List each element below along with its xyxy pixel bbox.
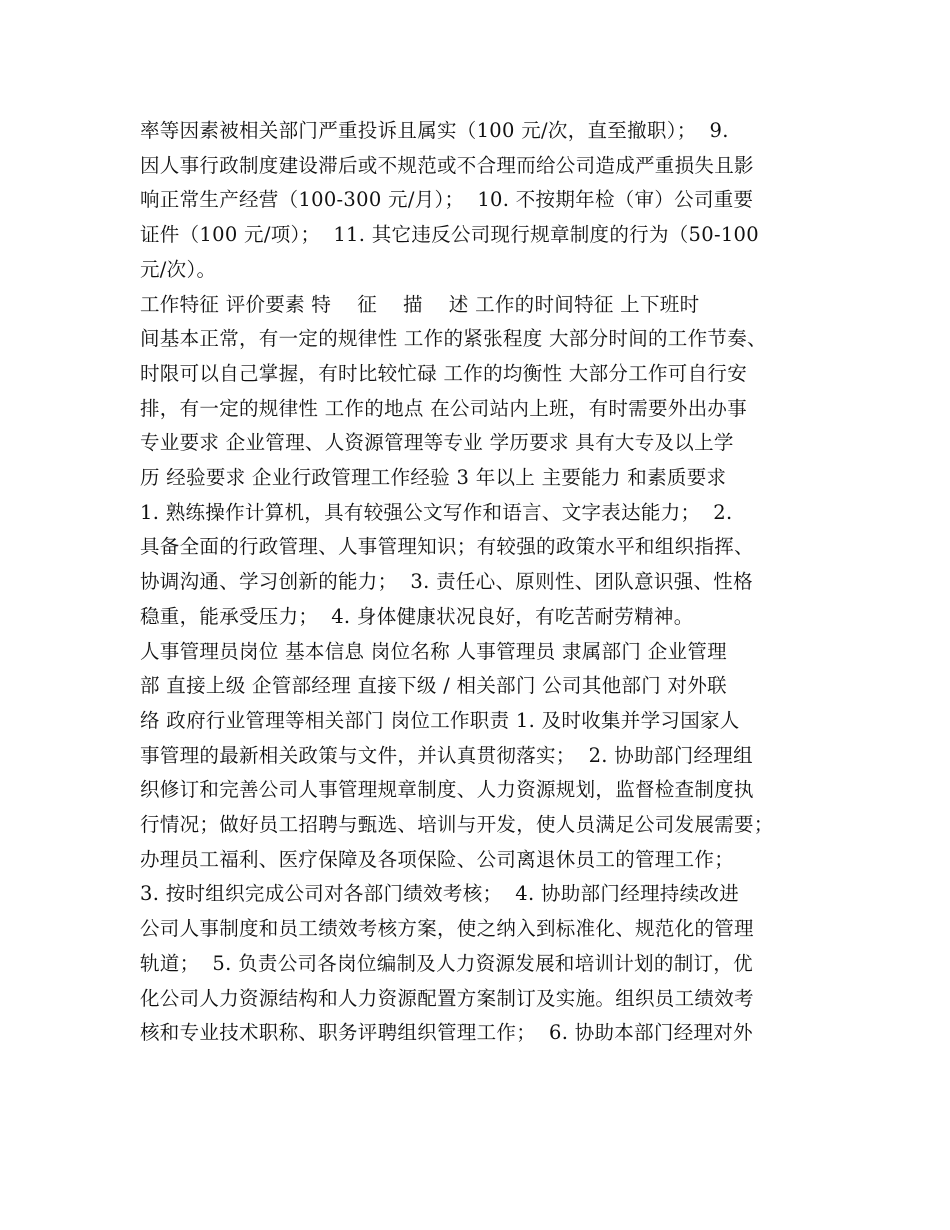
paragraph-hr-clerk-position [140,635,820,1051]
text-line: 元/次）。 [140,257,217,281]
text-line: 具备全面的行政管理、人事管理知识；有较强的政策水平和组织指挥、 [140,535,754,559]
text-line: 稳重，能承受压力； 4. 身体健康状况良好，有吃苦耐劳精神。 [140,604,694,628]
text-line: 核和专业技术职称、职务评聘组织管理工作； 6. 协助本部门经理对外 [140,1021,753,1045]
paragraph-job-characteristics [140,288,820,635]
text-line: 行情况；做好员工招聘与甄选、培训与开发，使人员满足公司发展需要； [140,813,774,837]
text-line: 公司人事制度和员工绩效考核方案，使之纳入到标准化、规范化的管理 [140,917,754,941]
text-line: 人事管理员岗位 基本信息 岗位名称 人事管理员 隶属部门 企业管理 [140,639,727,663]
text-line: 专业要求 企业管理、人资源管理等专业 学历要求 具有大专及以上学 [140,431,734,455]
text-line: 证件（100 元/项）； 11. 其它违反公司现行规章制度的行为（50-100 [140,223,759,247]
text-line: 率等因素被相关部门严重投诉且属实（100 元/次，直至撤职）； 9. [140,119,729,142]
text-line: 响正常生产经营（100-300 元/月）； 10. 不按期年检（审）公司重要 [140,188,754,212]
text-line: 工作特征 评价要素 特 征 描 述 工作的时间特征 上下班时 [140,292,700,316]
text-line: 化公司人力资源结构和人力资源配置方案制订及实施。组织员工绩效考 [140,986,754,1010]
text-line: 络 政府行业管理等相关部门 岗位工作职责 1. 及时收集并学习国家人 [140,708,740,732]
paragraph-penalty-items [140,114,820,288]
text-line: 织修订和完善公司人事管理规章制度、人力资源规划，监督检查制度执 [140,778,754,802]
text-line: 办理员工福利、医疗保障及各项保险、公司离退休员工的管理工作； [140,847,735,871]
text-line: 排，有一定的规律性 工作的地点 在公司站内上班，有时需要外出办事 [140,396,747,420]
text-line: 3. 按时组织完成公司对各部门绩效考核； 4. 协助部门经理持续改进 [140,882,740,906]
text-line: 协调沟通、学习创新的能力； 3. 责任心、原则性、团队意识强、性格 [140,570,753,594]
text-line: 历 经验要求 企业行政管理工作经验 3 年以上 主要能力 和素质要求 [140,466,727,490]
text-line: 事管理的最新相关政策与文件，并认真贯彻落实； 2. 协助部门经理组 [140,743,753,767]
document-body [140,114,820,1051]
text-line: 轨道； 5. 负责公司各岗位编制及人力资源发展和培训计划的制订，优 [140,951,753,975]
text-line: 间基本正常，有一定的规律性 工作的紧张程度 大部分时间的工作节奏、 [140,327,767,351]
text-line: 1. 熟练操作计算机，具有较强公文写作和语言、文字表达能力； 2. [140,500,733,524]
text-line: 时限可以自己掌握，有时比较忙碌 工作的均衡性 大部分工作可自行安 [140,361,747,385]
text-line: 因人事行政制度建设滞后或不规范或不合理而给公司造成严重损失且影 [140,153,754,177]
text-line: 部 直接上级 企管部经理 直接下级 / 相关部门 公司其他部门 对外联 [140,674,727,698]
